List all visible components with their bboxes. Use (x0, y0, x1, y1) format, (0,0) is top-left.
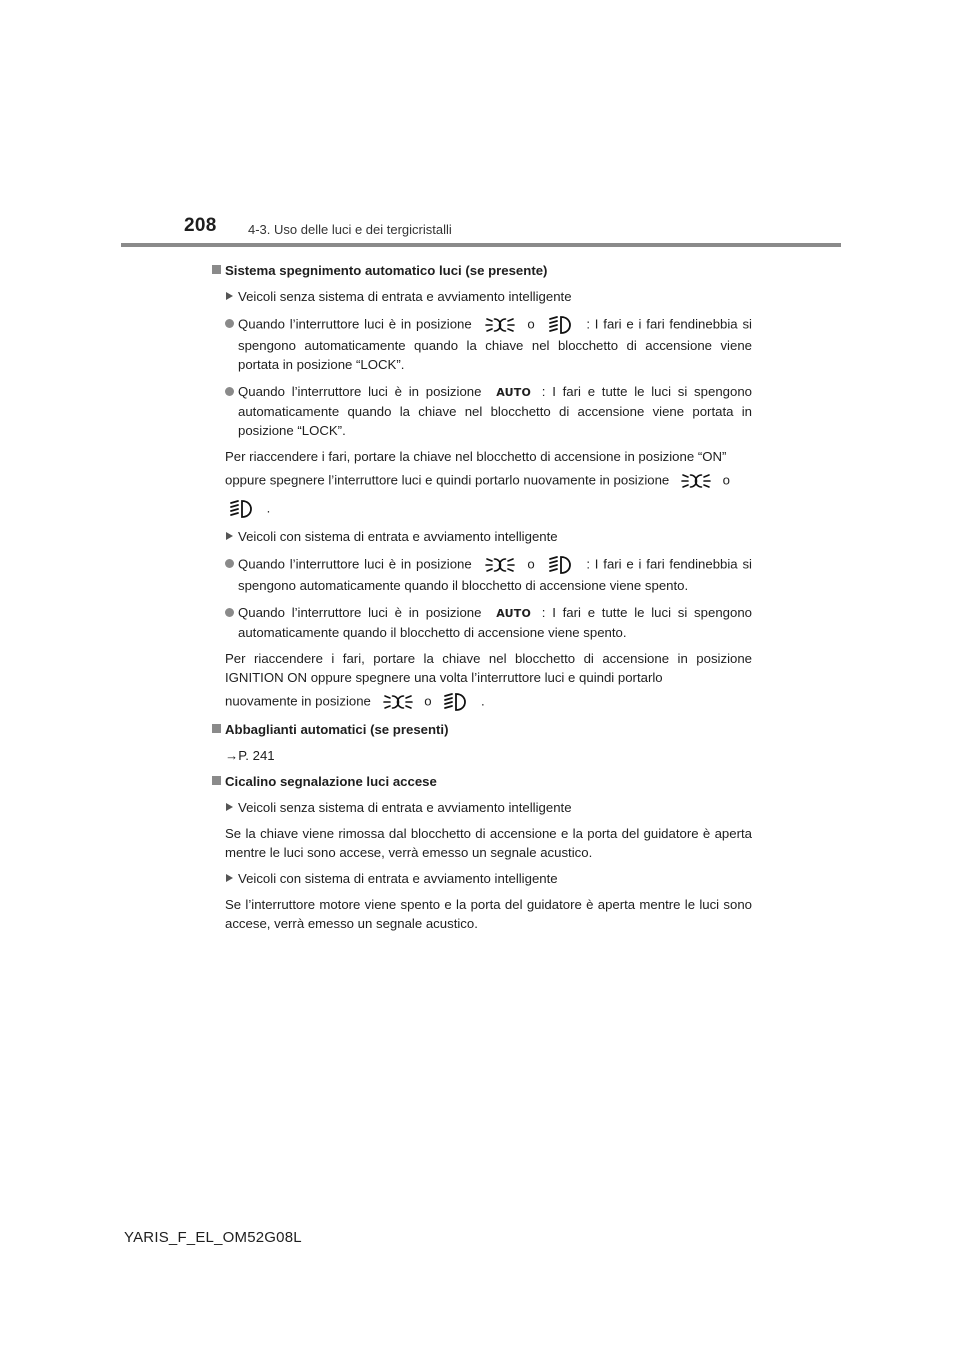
circle-bullet-icon (225, 559, 234, 568)
triangle-bullet-icon (226, 874, 233, 882)
variant-with-smart-entry: Veicoli con sistema di entrata e avviamento intelligente (212, 869, 752, 888)
tail-light-icon (383, 691, 413, 713)
circle-bullet-icon (225, 608, 234, 617)
heading-buzzer: Cicalino segnalazione luci accese (212, 772, 752, 791)
circle-bullet-icon (225, 319, 234, 328)
paragraph: Se l’interruttore motore viene spento e la porta del guidatore è aperta mentre le luci sono accese, verrà emesso un segnale acustico. (225, 897, 752, 932)
headlight-icon (548, 554, 574, 576)
paragraph: Se la chiave viene rimossa dal blocchetto di accensione e la porta del guidatore è aperta mentre le luci sono accese, verrà emesso un segnale acustico. (225, 826, 752, 861)
square-bullet-icon (212, 724, 221, 733)
heading-auto-off: Sistema spegnimento automatico luci (se presente) (212, 261, 752, 280)
paragraph: Per riaccendere i fari, portare la chiave nel blocchetto di accensione in posizione “ON” oppure spegnere l’interruttore luci e quindi portarlo nuovamente in posizione o . (212, 447, 752, 520)
headlight-icon (548, 314, 574, 336)
auto-light-icon: AUTO (496, 386, 531, 400)
auto-light-icon: AUTO (496, 607, 531, 621)
header-rule (121, 243, 841, 247)
tail-light-icon (485, 314, 515, 336)
bullet-item: Quando l’interruttore luci è in posizione o : I fari e i fari fendinebbia si spengono automaticamente quando la chiave nel blocchetto di accensione viene portata in posizione “LOCK”. (212, 314, 752, 374)
document-code: YARIS_F_EL_OM52G08L (124, 1229, 302, 1246)
page-number: 208 (184, 215, 217, 236)
triangle-bullet-icon (226, 532, 233, 540)
heading-high-beam: Abbaglianti automatici (se presenti) (212, 720, 752, 739)
variant-without-smart-entry: Veicoli senza sistema di entrata e avviamento intelligente (212, 798, 752, 817)
tail-light-icon (681, 470, 711, 492)
page-content (212, 254, 752, 933)
bullet-item: Quando l’interruttore luci è in posizione AUTO : I fari e tutte le luci si spengono automaticamente quando il blocchetto di accensione viene spento. (212, 603, 752, 642)
square-bullet-icon (212, 776, 221, 785)
circle-bullet-icon (225, 387, 234, 396)
paragraph: Per riaccendere i fari, portare la chiave nel blocchetto di accensione in posizione IGNITION ON oppure spegnere una volta l’interruttore luci e quindi portarlo nuovamente in posizione o . (212, 649, 752, 713)
headlight-icon (443, 691, 469, 713)
variant-without-smart-entry: Veicoli senza sistema di entrata e avviamento intelligente (212, 287, 752, 306)
bullet-item: Quando l’interruttore luci è in posizione o : I fari e i fari fendinebbia si spengono automaticamente quando il blocchetto di accensione viene spento. (212, 554, 752, 595)
square-bullet-icon (212, 265, 221, 274)
triangle-bullet-icon (226, 803, 233, 811)
bullet-item: Quando l’interruttore luci è in posizione AUTO : I fari e tutte le luci si spengono automaticamente quando la chiave nel blocchetto di accensione viene portata in posizione “LOCK”. (212, 382, 752, 440)
section-title: 4-3. Uso delle luci e dei tergicristalli (248, 222, 452, 237)
page-reference: →P. 241 (225, 748, 275, 764)
headlight-icon (229, 498, 255, 520)
tail-light-icon (485, 554, 515, 576)
variant-with-smart-entry: Veicoli con sistema di entrata e avviamento intelligente (212, 527, 752, 546)
triangle-bullet-icon (226, 292, 233, 300)
